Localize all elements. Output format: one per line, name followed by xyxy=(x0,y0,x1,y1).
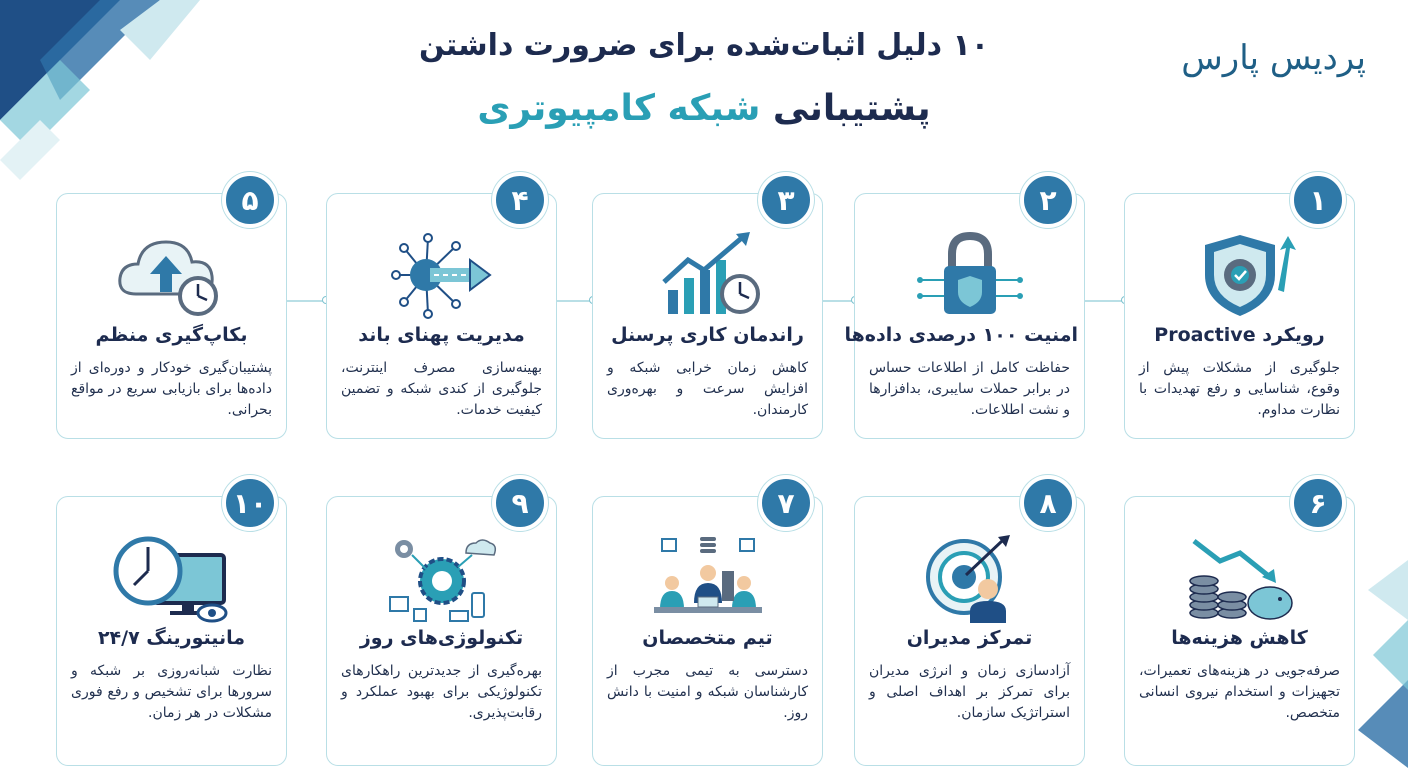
connector-line xyxy=(557,300,593,302)
reason-number-badge: ۴ xyxy=(492,172,548,228)
monitoring-clock-icon xyxy=(112,533,232,623)
reason-card-9 xyxy=(326,486,557,766)
reason-card-3 xyxy=(592,183,823,439)
bandwidth-network-icon xyxy=(382,230,502,320)
reason-title: بکاپ‌گیری منظم xyxy=(95,324,248,346)
target-manager-icon xyxy=(910,533,1030,623)
reason-number-badge: ۶ xyxy=(1290,475,1346,531)
reason-description: نظارت شبانه‌روزی بر شبکه و سرورها برای تشخیص و رفع فوری مشکلات در هر زمان. xyxy=(71,663,272,721)
cloud-backup-icon xyxy=(112,230,232,320)
reason-number-badge: ۱۰ xyxy=(222,475,278,531)
reason-number-badge: ۵ xyxy=(222,172,278,228)
reason-card-5 xyxy=(56,183,287,439)
reason-card-8 xyxy=(854,486,1085,766)
reason-description: بهینه‌سازی مصرف اینترنت، جلوگیری از کندی شبکه و تضمین کیفیت خدمات. xyxy=(341,360,542,418)
reason-card-6 xyxy=(1124,486,1355,766)
technology-gears-icon xyxy=(382,533,502,623)
reason-card-10 xyxy=(56,486,287,766)
reason-description: دسترسی به تیمی مجرب از کارشناسان شبکه و امنیت با دانش روز. xyxy=(607,663,808,721)
reason-title: تمرکز مدیران xyxy=(906,627,1033,649)
reason-title: رویکرد Proactive xyxy=(1154,324,1325,346)
reason-description: حفاظت کامل از اطلاعات حساس در برابر حملات سایبری، بدافزارها و نشت اطلاعات. xyxy=(869,360,1070,418)
reason-card-4 xyxy=(326,183,557,439)
reason-description: صرفه‌جویی در هزینه‌های تعمیرات، تجهیزات و استخدام نیروی انسانی متخصص. xyxy=(1139,663,1340,721)
connector-line xyxy=(1085,300,1125,302)
reason-number-badge: ۹ xyxy=(492,475,548,531)
reason-title: امنیت ۱۰۰ درصدی داده‌ها xyxy=(844,324,1078,346)
reason-description: بهره‌گیری از جدیدترین راهکارهای تکنولوژیکی برای بهبود عملکرد و رقابت‌پذیری. xyxy=(341,663,542,721)
reason-title: مانیتورینگ ۲۴/۷ xyxy=(97,627,246,649)
reason-title: تکنولوژی‌های روز xyxy=(359,627,524,649)
reason-description: آزادسازی زمان و انرژی مدیران برای تمرکز بر اهداف اصلی و استراتژیک سازمان. xyxy=(869,663,1070,721)
reason-number-badge: ۱ xyxy=(1290,172,1346,228)
reason-number-badge: ۸ xyxy=(1020,475,1076,531)
padlock-icon xyxy=(910,230,1030,320)
shield-gear-icon xyxy=(1180,230,1300,320)
reason-card-1 xyxy=(1124,183,1355,439)
reason-number-badge: ۳ xyxy=(758,172,814,228)
expert-team-icon xyxy=(648,533,768,623)
reason-title: راندمان کاری پرسنل xyxy=(611,324,804,346)
page-title: ۱۰ دلیل اثبات‌شده برای ضرورت داشتن xyxy=(418,28,990,63)
reason-number-badge: ۲ xyxy=(1020,172,1076,228)
reason-card-7 xyxy=(592,486,823,766)
reason-description: جلوگیری از مشکلات پیش از وقوع، شناسایی و رفع تهدیدات با نظارت مداوم. xyxy=(1139,360,1340,418)
growth-chart-clock-icon xyxy=(648,230,768,320)
reason-description: پشتیبان‌گیری خودکار و دوره‌ای از داده‌ها برای بازیابی سریع در مواقع بحرانی. xyxy=(71,360,272,418)
reason-title: کاهش هزینه‌ها xyxy=(1171,627,1308,649)
page-subtitle xyxy=(0,88,1408,129)
reason-card-2 xyxy=(844,183,1085,439)
coins-piggy-bank-icon xyxy=(1180,533,1300,623)
subtitle-part-2: شبکه کامپیوتری xyxy=(477,88,761,129)
logo: پردیس پارس xyxy=(1181,38,1366,78)
reason-description: کاهش زمان خرابی شبکه و افزایش سرعت و بهره‌وری کارمندان. xyxy=(607,360,808,418)
subtitle-part-1: پشتیبانی xyxy=(760,88,931,129)
reason-number-badge: ۷ xyxy=(758,475,814,531)
corner-decoration-bottom-right xyxy=(1348,560,1408,768)
reason-title: تیم متخصصان xyxy=(642,627,773,649)
connector-line xyxy=(287,300,327,302)
reason-title: مدیریت پهنای باند xyxy=(358,324,525,346)
